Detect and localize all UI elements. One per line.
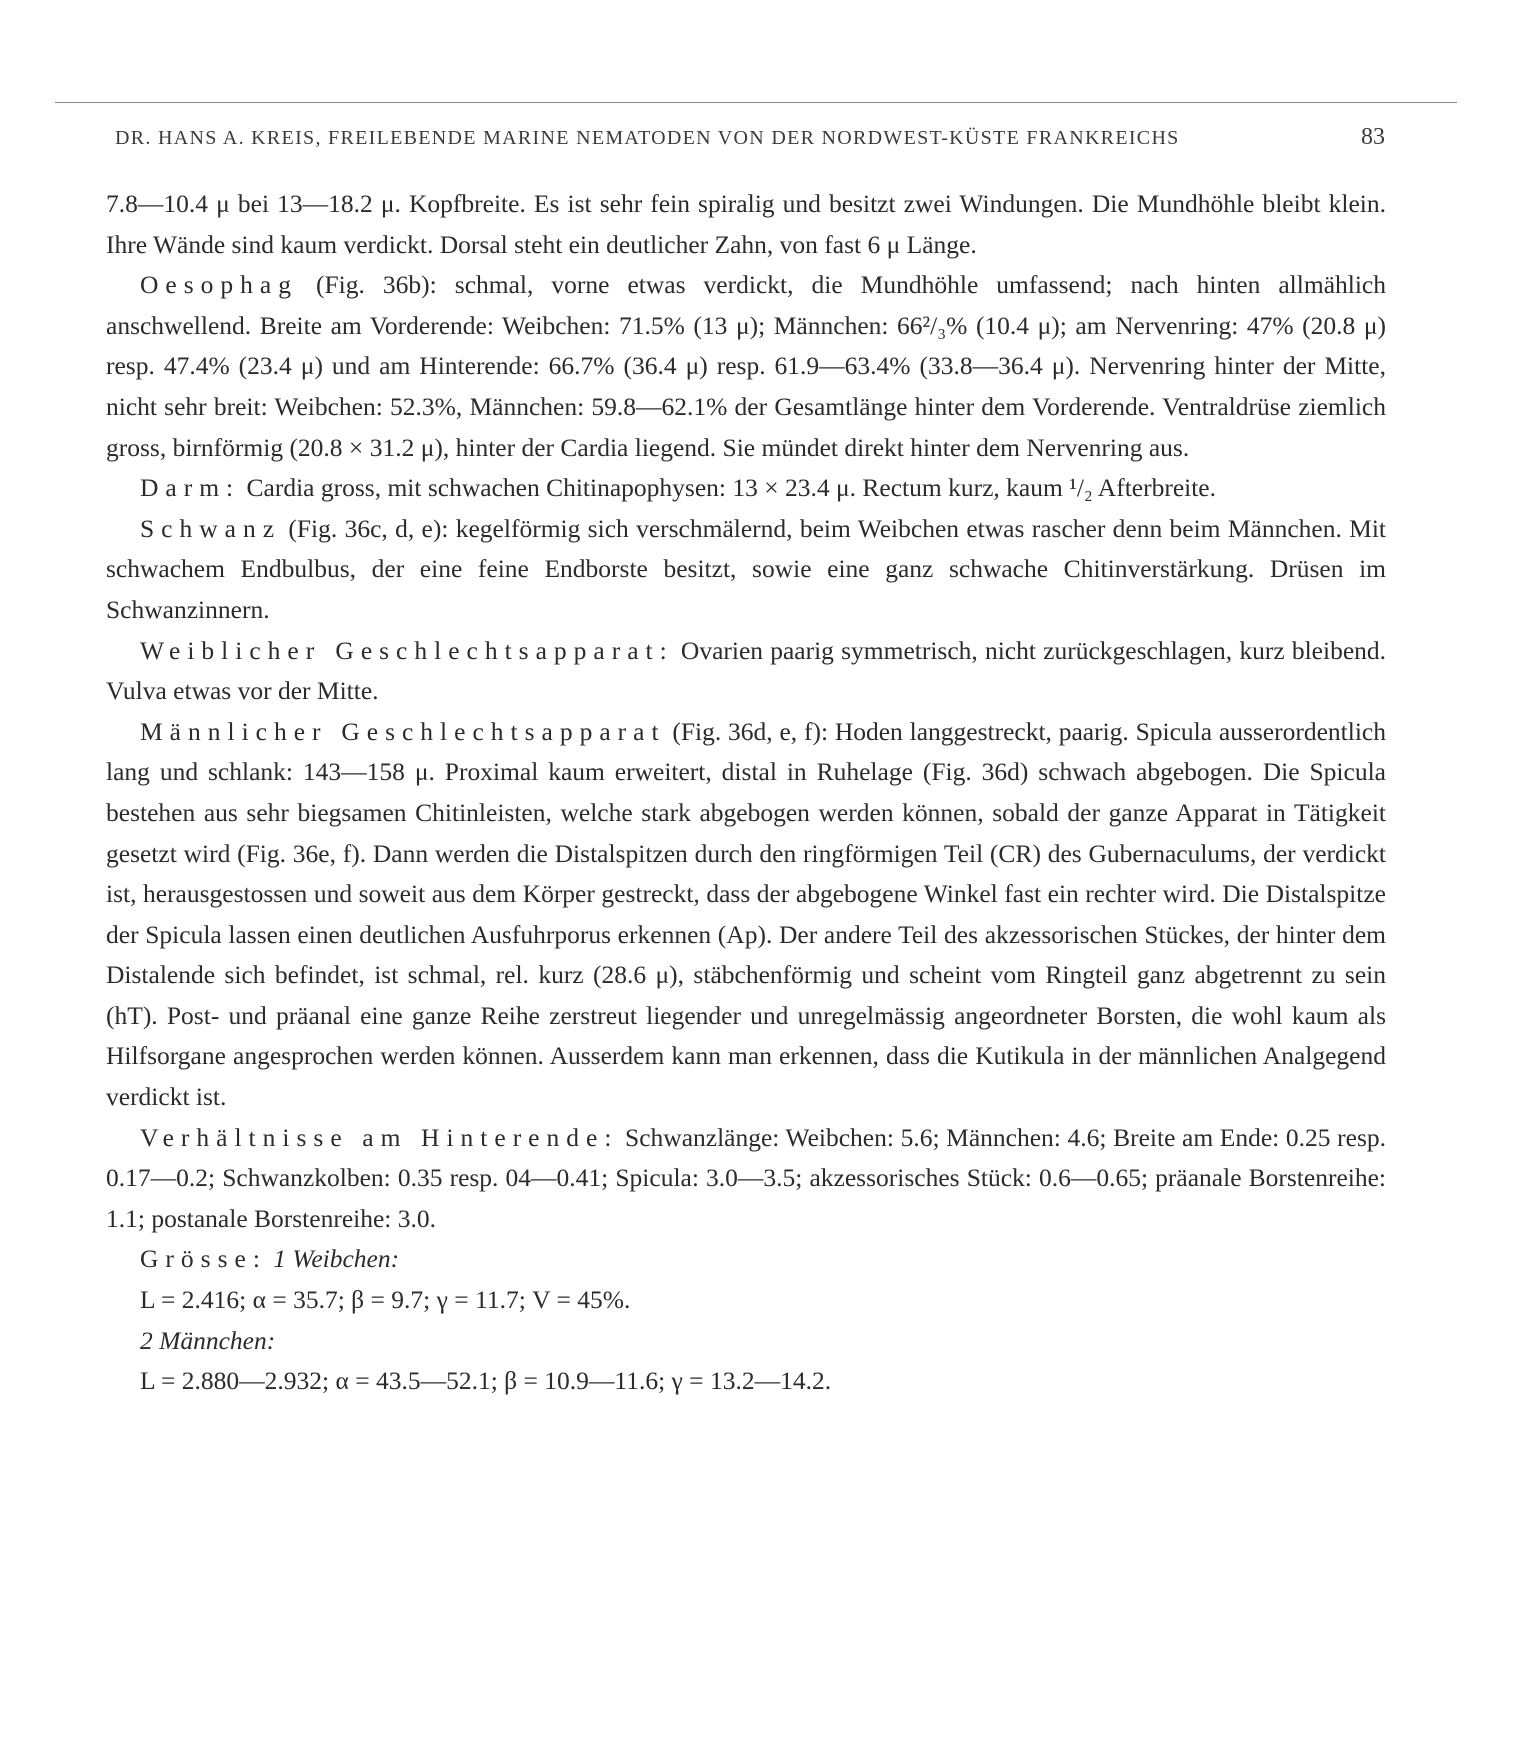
section-lead: Schwanz xyxy=(140,513,282,543)
section-lead: Grösse: xyxy=(140,1244,267,1274)
section-lead: Darm: xyxy=(140,473,241,503)
paragraph-verhaeltnisse: Verhältnisse am Hinterende: Schwanzlänge: Weibchen: 5.6; Männchen: 4.6; Breite am Ende: 0.25 resp. 0.17—0.2; Schwanzkolben: 0.35 resp. 04—0.41; Spicula: 3.0—3.5; akzessorisches Stück: 0.6—0.65; präanale Borstenreihe: 1.1; postanale Borstenreihe: 3.0. xyxy=(106,1122,1386,1233)
section-lead: Weiblicher Geschlechtsapparat: xyxy=(140,635,674,665)
paragraph-weiblich: Weiblicher Geschlechtsapparat: Ovarien paarig symmetrisch, nicht zurückgeschlagen, kurz bleibend. Vulva etwas vor der Mitte. xyxy=(106,635,1387,706)
paragraph-mundhoehle: 7.8—10.4 μ bei 13—18.2 μ. Kopfbreite. Es ist sehr fein spiralig und besitzt zwei Windungen. Die Mundhöhle bleibt klein. Ihre Wände sind kaum verdickt. Dorsal steht ein deutlicher Zahn, von fast 6 μ Länge. xyxy=(106,189,1386,259)
running-header xyxy=(115,124,1385,151)
running-title: DR. HANS A. KREIS, FREILEBENDE MARINE NEMATODEN VON DER NORDWEST-KÜSTE FRANKREICHS xyxy=(115,127,1180,149)
paragraph-schwanz: Schwanz (Fig. 36c, d, e): kegelförmig sich verschmälernd, beim Weibchen etwas rascher denn beim Männchen. Mit schwachem Endbulbus, der eine feine Endborste besitzt, sowie eine ganz schwache Chitinverstärkung. Drüsen im Schwanzinnern. xyxy=(106,513,1386,624)
header-rule xyxy=(55,102,1457,103)
page-body xyxy=(106,184,1386,1402)
section-lead: Männlicher Geschlechtsapparat xyxy=(140,716,666,746)
page-number: 83 xyxy=(1361,124,1385,150)
paragraph-darm: Darm: Cardia gross, mit schwachen Chitinapophysen: 13 × 23.4 μ. Rectum kurz, kaum ¹/₂ Afterbreite. xyxy=(140,473,1217,503)
female-measurements: L = 2.416; α = 35.7; β = 9.7; γ = 11.7; V = 45%. xyxy=(140,1285,631,1315)
male-label: 2 Männchen: xyxy=(140,1325,276,1355)
female-label: 1 Weibchen: xyxy=(273,1244,400,1274)
paragraph-groesse xyxy=(106,1239,1386,1280)
section-lead: Verhältnisse am Hinterende: xyxy=(140,1122,619,1152)
paragraph-maennlich: Männlicher Geschlechtsapparat (Fig. 36d, e, f): Hoden langgestreckt, paarig. Spicula ausserordentlich lang und schlank: 143—158 μ. Proximal kaum erweitert, distal in Ruhelage (Fig. 36d) schwach abgebogen. Die Spicula bestehen aus sehr biegsamen Chitinleisten, welche stark abgebogen werden können, sobald der ganze Apparat in Tätigkeit gesetzt wird (Fig. 36e, f). Dann werden die Distalspitzen durch den ringförmigen Teil (CR) des Gubernaculums, der verdickt ist, herausgestossen und soweit aus dem Körper gestreckt, dass der abgebogene Winkel fast ein rechter wird. Die Distalspitze der Spicula lassen einen deutlichen Ausfuhrporus erkennen (Ap). Der andere Teil des akzessorischen Stückes, der hinter dem Distalende sich befindet, ist schmal, rel. kurz (28.6 μ), stäbchenförmig und scheint vom Ringteil ganz abgetrennt zu sein (hT). Post- und präanal eine ganze Reihe zerstreut liegender und unregelmässig angeordneter Borsten, die wohl kaum als Hilfsorgane angesprochen werden können. Ausserdem kann man erkennen, dass die Kutikula in der männlichen Analgegend verdickt ist. xyxy=(106,716,1386,1112)
paragraph-oesophag: Oesophag (Fig. 36b): schmal, vorne etwas verdickt, die Mundhöhle umfassend; nach hinten allmählich anschwellend. Breite am Vorderende: Weibchen: 71.5% (13 μ); Männchen: 66²/₃% (10.4 μ); am Nervenring: 47% (20.8 μ) resp. 47.4% (23.4 μ) und am Hinterende: 66.7% (36.4 μ) resp. 61.9—63.4% (33.8—36.4 μ). Nervenring hinter der Mitte, nicht sehr breit: Weibchen: 52.3%, Männchen: 59.8—62.1% der Gesamtlänge hinter dem Vorderende. Ventraldrüse ziemlich gross, birnförmig (20.8 × 31.2 μ), hinter der Cardia liegend. Sie mündet direkt hinter dem Nervenring aus. xyxy=(106,270,1386,462)
male-measurements: L = 2.880—2.932; α = 43.5—52.1; β = 10.9—11.6; γ = 13.2—14.2. xyxy=(140,1366,832,1396)
section-lead: Oesophag xyxy=(140,270,298,300)
